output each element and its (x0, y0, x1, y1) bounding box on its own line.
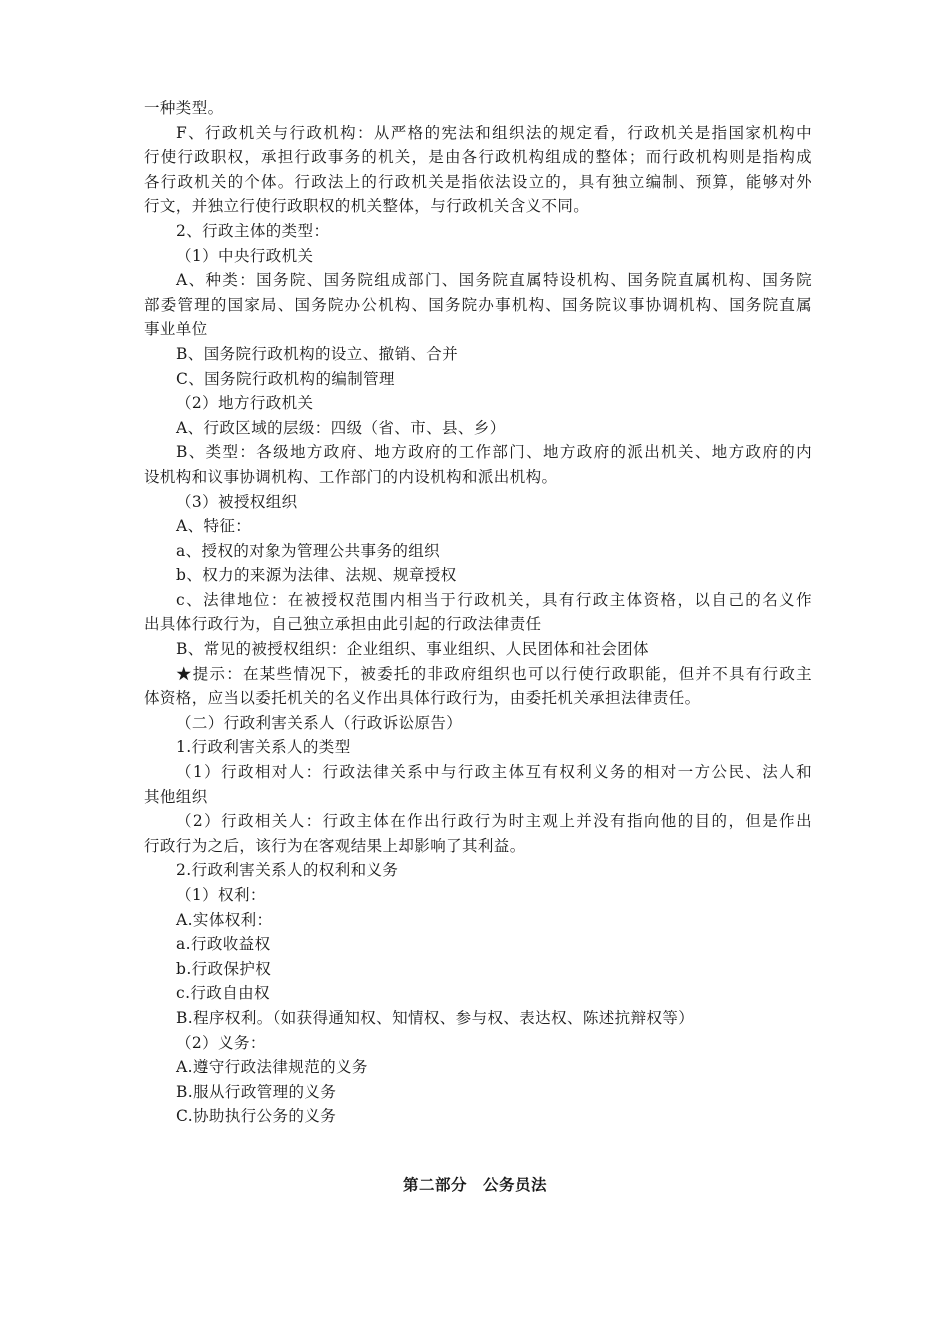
text-line: A、行政区域的层级：四级（省、市、县、乡） (176, 418, 506, 437)
text-line: （1）中央行政机关 (176, 246, 314, 265)
text-line: A.遵守行政法律规范的义务 (176, 1058, 368, 1077)
document-body (144, 96, 812, 1129)
text-line: （1）行政相对人：行政法律关系中与行政主体互有权利义务的相对一方公民、法人和 (176, 763, 812, 782)
text-line: （二）行政利害关系人（行政诉讼原告） (176, 713, 463, 732)
text-line: 体资格，应当以委托机关的名义作出具体行政行为，由委托机关承担法律责任。 (144, 689, 701, 708)
text-line: b.行政保护权 (176, 959, 272, 978)
text-line: c、法律地位：在被授权范围内相当于行政机关，具有行政主体资格，以自己的名义作 (176, 590, 812, 609)
section-heading: 第二部分 公务员法 (402, 1176, 547, 1194)
text-line: 出具体行政行为，自己独立承担由此引起的行政法律责任 (144, 615, 542, 634)
text-line: 行文，并独立行使行政职权的机关整体，与行政机关含义不同。 (144, 197, 590, 216)
text-line: （2）行政相关人：行政主体在作出行政行为时主观上并没有指向他的目的，但是作出 (176, 812, 812, 831)
text-line: 一种类型。 (144, 99, 224, 117)
text-line: （3）被授权组织 (176, 492, 298, 511)
text-line: C.协助执行公务的义务 (176, 1107, 337, 1126)
text-line: 其他组织 (144, 787, 208, 806)
text-line: （2）义务： (176, 1033, 266, 1052)
text-line: 行政行为之后，该行为在客观结果上却影响了其利益。 (144, 836, 526, 855)
text-line: 2.行政利害关系人的权利和义务 (176, 861, 399, 880)
text-line: C、国务院行政机构的编制管理 (176, 369, 395, 388)
text-line: B、国务院行政机构的设立、撤销、合并 (176, 344, 459, 363)
text-line: a、授权的对象为管理公共事务的组织 (176, 541, 441, 560)
text-line: （1）权利： (176, 886, 266, 904)
text-line: （2）地方行政机关 (176, 394, 314, 413)
text-line: 各行政机关的个体。行政法上的行政机关是指依法设立的，具有独立编制、预算，能够对外 (144, 172, 812, 191)
text-line: 部委管理的国家局、国务院办公机构、国务院办事机构、国务院议事协调机构、国务院直属 (144, 295, 812, 314)
text-line: A、特征： (176, 517, 252, 536)
text-line: B.服从行政管理的义务 (176, 1082, 337, 1101)
text-line: a.行政收益权 (176, 935, 271, 954)
text-line: B、常见的被授权组织：企业组织、事业组织、人民团体和社会团体 (176, 640, 649, 659)
text-line: 事业单位 (144, 320, 208, 339)
text-line: B、类型：各级地方政府、地方政府的工作部门、地方政府的派出机关、地方政府的内 (176, 443, 812, 462)
text-line: F、行政机关与行政机构：从严格的宪法和组织法的规定看，行政机关是指国家机构中 (176, 123, 812, 142)
text-line: 设机构和议事协调机构、工作部门的内设机构和派出机构。 (144, 467, 558, 486)
text-line: B.程序权利。（如获得通知权、知情权、参与权、表达权、陈述抗辩权等） (176, 1008, 695, 1027)
text-line: ★提示：在某些情况下，被委托的非政府组织也可以行使行政职能，但并不具有行政主 (176, 664, 812, 683)
text-line: 行使行政职权，承担行政事务的机关，是由各行政机构组成的整体；而行政机构则是指构成 (144, 148, 812, 167)
text-line: 1.行政利害关系人的类型 (176, 738, 351, 757)
text-line: A、种类：国务院、国务院组成部门、国务院直属特设机构、国务院直属机构、国务院 (176, 271, 812, 290)
text-line: b、权力的来源为法律、法规、规章授权 (176, 566, 457, 585)
text-line: A.实体权利： (176, 910, 273, 929)
text-line: 2、行政主体的类型： (176, 221, 330, 240)
text-line: c.行政自由权 (176, 984, 270, 1003)
